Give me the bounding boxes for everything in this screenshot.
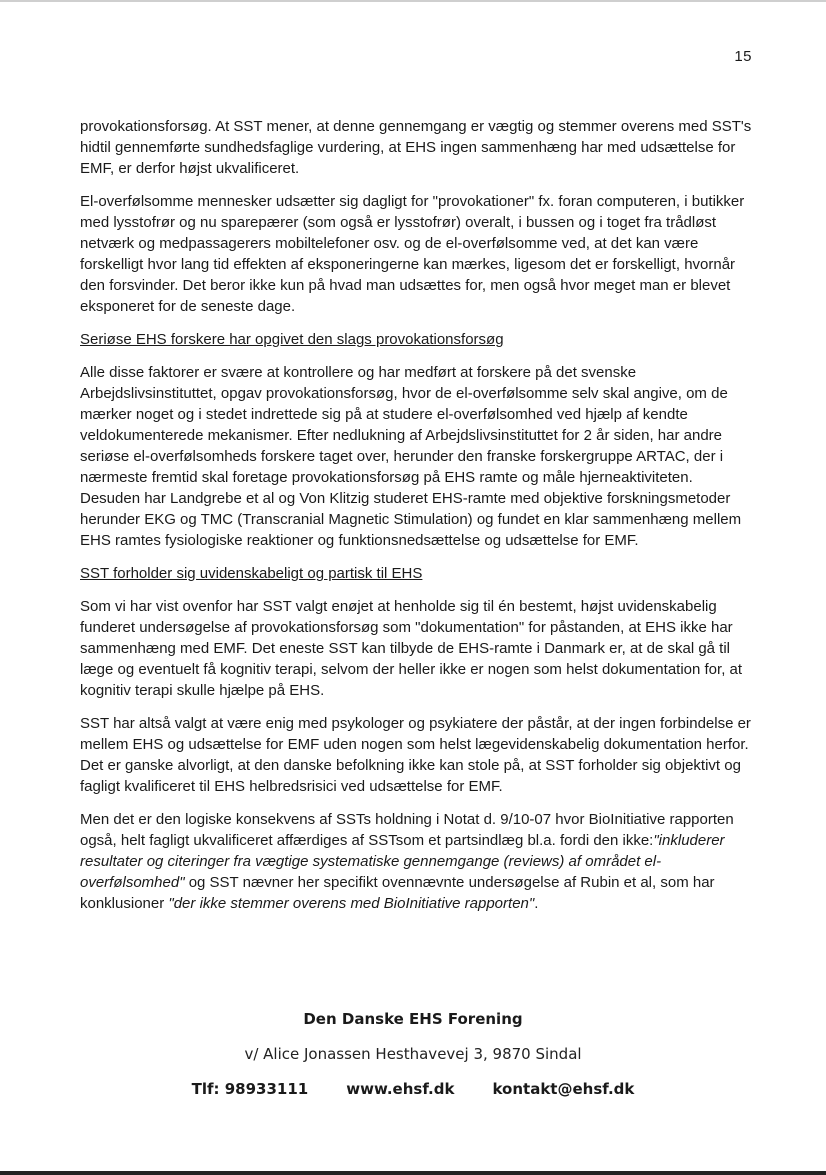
paragraph-6-quote-2: "der ikke stemmer overens med BioInitiative rapporten" [168,895,535,912]
organization-name: Den Danske EHS Forening [303,1010,523,1028]
bottom-border-line [0,1171,826,1175]
organization-address: v/ Alice Jonassen Hesthavevej 3, 9870 Sindal [244,1045,582,1063]
website-link[interactable]: www.ehsf.dk [346,1080,455,1098]
section-heading-1: Seriøse EHS forskere har opgivet den slags provokationsforsøg [80,331,504,348]
paragraph-6-quote-1: "inkluderer resultater og citeringer fra vægtige systematiske gennemgange (reviews) af området el-overfølsomhed" [80,832,725,891]
paragraph-6 [80,809,756,914]
paragraph-3: Alle disse faktorer er svære at kontrollere og har medført at forskere på det svenske Arbejdslivsinstituttet, opgav provokationsforsøg, hvor de el-overfølsomme selv skal angive, om de mærker noget og i stedet indrettede sig på at studere el-overfølsomhed ved hjælp af kendte veldokumenterede mekanismer. Efter nedlukning af Arbejdslivsinstituttet for 2 år siden, har andre seriøse el-overfølsomheds forskere taget over, herunder den franske forskergruppe ARTAC, der i nærmeste fremtid skal foretage provokationsforsøg på EHS ramte og måle hjerneaktiviteten. Desuden har Landgrebe et al og Von Klitzig studeret EHS-ramte med objektive forskningsmetoder herunder EKG og TMC (Transcranial Magnetic Stimulation) og fundet en klar sammenhæng mellem EHS ramtes fysiologiske reaktioner og funktionsnedsættelse og udsættelse for EMF. [80,364,742,549]
paragraph-1: provokationsforsøg. At SST mener, at denne gennemgang er vægtig og stemmer overens med SST's hidtil gennemførte sundhedsfaglige vurdering, at EHS ingen sammenhæng har med udsættelse for EMF, er derfor højst ukvalificeret. [80,118,752,177]
section-heading-2: SST forholder sig uvidenskabeligt og partisk til EHS [80,565,423,582]
paragraph-4: Som vi har vist ovenfor har SST valgt enøjet at henholde sig til én bestemt, højst uvidenskabelig funderet undersøgelse af provokationsforsøg som "dokumentation" for påstanden, at EHS ikke har sammenhæng med EMF. Det eneste SST kan tilbyde de EHS-ramte i Danmark er, at de skal gå til læge og eventuelt få kognitiv terapi, selvom der heller ikke er nogen som helst dokumentation for, at kognitiv terapi skulle hjælpe på EHS. [80,598,743,699]
paragraph-5: SST har altså valgt at være enig med psykologer og psykiatere der påstår, at der ingen forbindelse er mellem EHS og udsættelse for EMF uden nogen som helst lægevidenskabelig dokumentation herfor. Det er ganske alvorligt, at den danske befolkning ikke kan stole på, at SST forholder sig objektivt og fagligt kvalificeret til EHS helbredsrisici ved udsættelse for EMF. [80,715,751,795]
page-number: 15 [734,48,752,65]
paragraph-6-text-a: Men det er den logiske konsekvens af SSTs holdning i Notat d. 9/10-07 hvor BioInitiative rapporten også, helt fagligt ukvalificeret affærdiges af SSTsom et partsindlæg bl.a. fordi den ikke: [80,811,734,849]
paragraph-2: El-overfølsomme mennesker udsætter sig dagligt for "provokationer" fx. foran computeren, i butikker med lysstofrør og nu sparepærer (som også er lysstofrør) overalt, i bussen og i toget fra trådløst netværk og medpassagerers mobiltelefoner osv. og de el-overfølsomme ved, at det kan være forskelligt hvor lang tid effekten af eksponeringerne kan mærkes, ligesom det er forskelligt, hvornår den forsvinder. Det beror ikke kun på hvad man udsættes for, men også hvor meget man er blevet eksponeret for de seneste dage. [80,193,745,315]
page-footer [0,1010,826,1098]
contact-line [0,1080,826,1098]
paragraph-6-text-b: og SST nævner her specifikt ovennævnte undersøgelse af Rubin et al, som har konklusioner [80,874,715,912]
paragraph-6-text-c: . [534,895,539,912]
document-body [80,116,756,926]
top-border-line [0,0,826,2]
email-link[interactable]: kontakt@ehsf.dk [492,1080,635,1098]
phone-number: Tlf: 98933111 [191,1080,309,1098]
